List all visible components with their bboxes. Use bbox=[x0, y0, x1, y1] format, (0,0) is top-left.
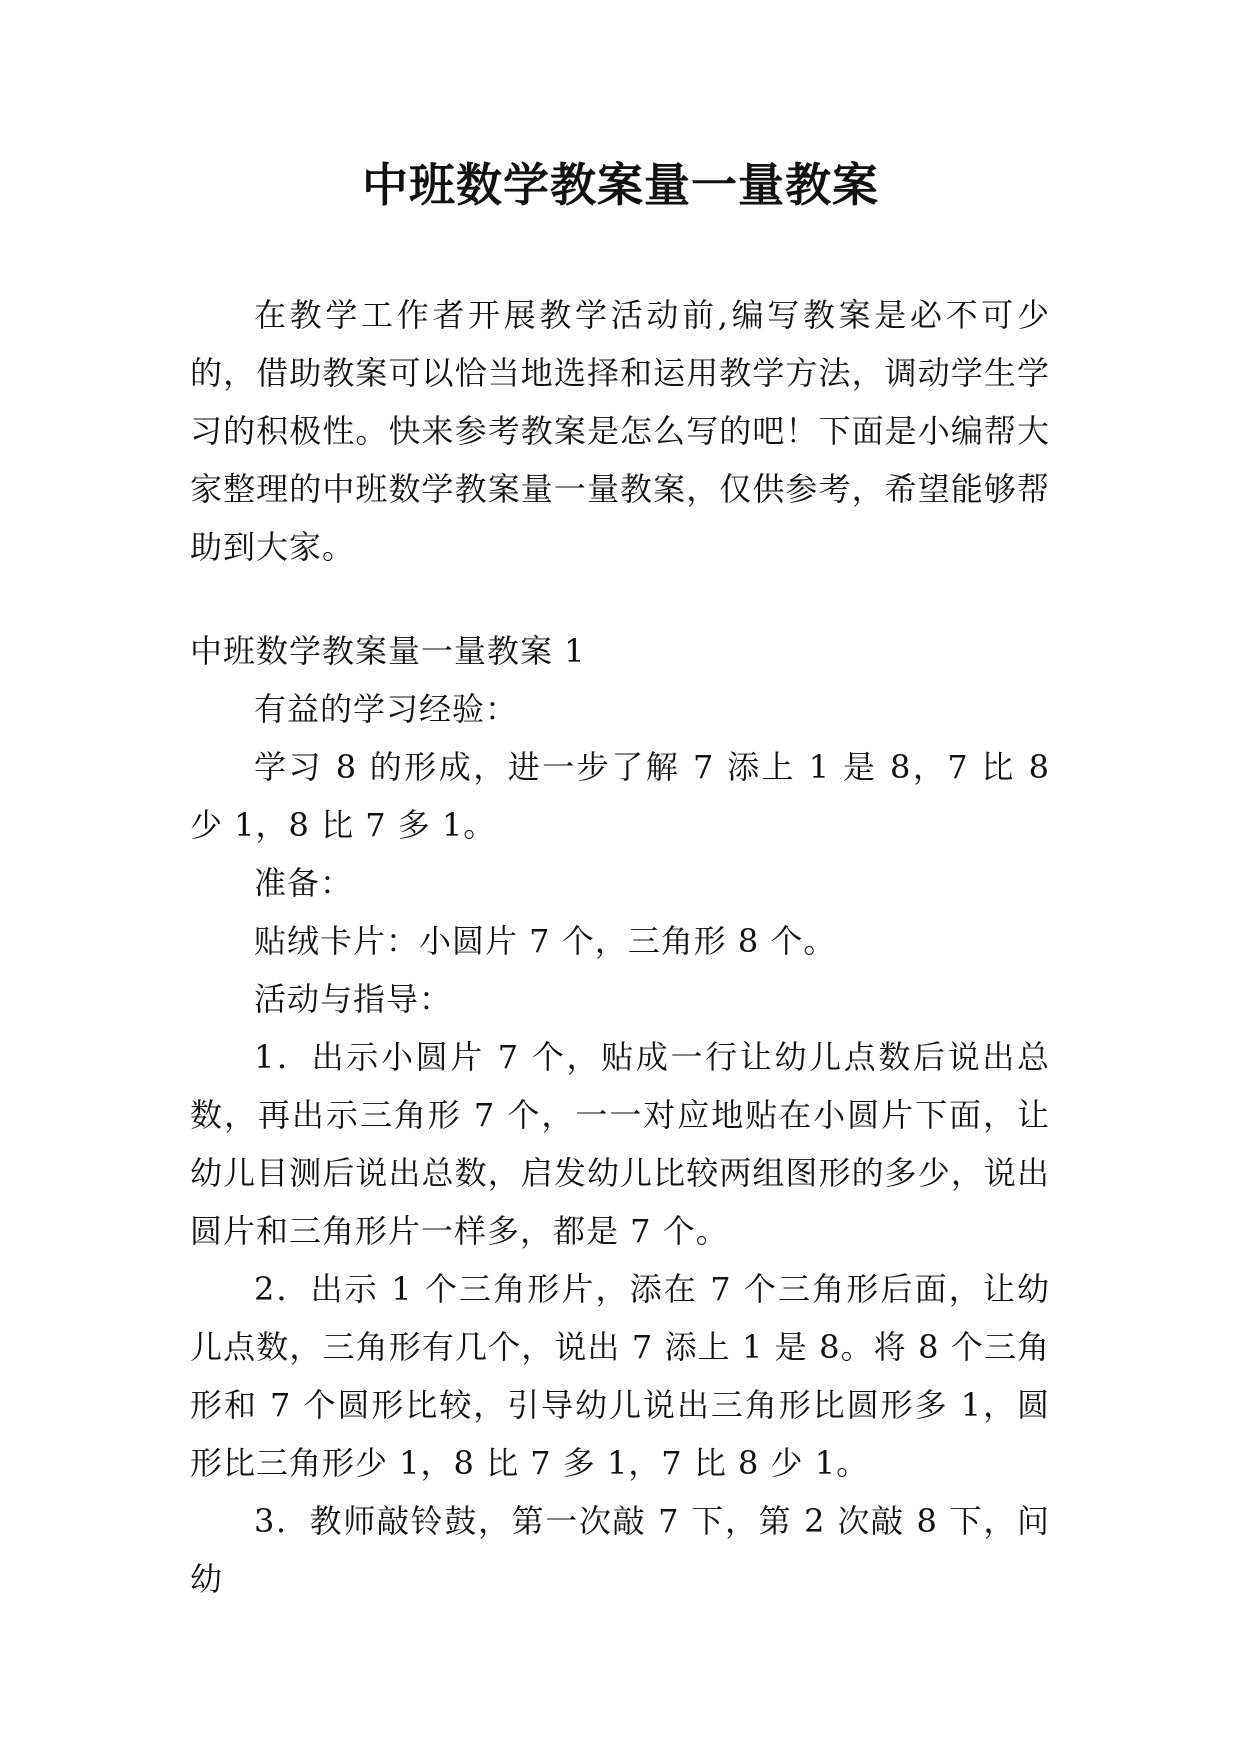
paragraph-preparation-label: 准备： bbox=[254, 864, 354, 902]
paragraph-preparation-materials: 贴绒卡片：小圆片 7 个，三角形 8 个。 bbox=[254, 922, 837, 960]
section-heading: 中班数学教案量一量教案 1 bbox=[190, 632, 586, 670]
document-title: 中班数学教案量一量教案 bbox=[362, 158, 879, 212]
section-gap bbox=[190, 576, 1050, 622]
paragraph-activity-step-2: 2．出示 1 个三角形片，添在 7 个三角形后面，让幼儿点数，三角形有几个，说出 7 添上 1 是 8。将 8 个三角形和 7 个圆形比较，引导幼儿说出三角形比圆形多 1，圆形比三角形少 1，8 比 7 多 1，7 比 8 少 1。 bbox=[190, 1270, 1050, 1482]
intro-paragraph: 在教学工作者开展教学活动前,编写教案是必不可少的，借助教案可以恰当地选择和运用教学方法，调动学生学习的积极性。快来参考教案是怎么写的吧！下面是小编帮大家整理的中班数学教案量一量教案，仅供参考，希望能够帮助到大家。 bbox=[190, 296, 1050, 566]
document-body bbox=[190, 286, 1050, 1608]
paragraph-learning-goal: 学习 8 的形成，进一步了解 7 添上 1 是 8，7 比 8 少 1，8 比 7 多 1。 bbox=[190, 748, 1050, 844]
paragraph-activity-step-1: 1．出示小圆片 7 个，贴成一行让幼儿点数后说出总数，再出示三角形 7 个，一一对应地贴在小圆片下面，让幼儿目测后说出总数，启发幼儿比较两组图形的多少，说出圆片和三角形片一样多，都是 7 个。 bbox=[190, 1038, 1050, 1250]
paragraph-activity-label: 活动与指导： bbox=[254, 980, 453, 1018]
paragraph-activity-step-3: 3．教师敲铃鼓，第一次敲 7 下，第 2 次敲 8 下，问幼 bbox=[190, 1502, 1050, 1598]
paragraph-learning-experience: 有益的学习经验： bbox=[254, 690, 519, 728]
